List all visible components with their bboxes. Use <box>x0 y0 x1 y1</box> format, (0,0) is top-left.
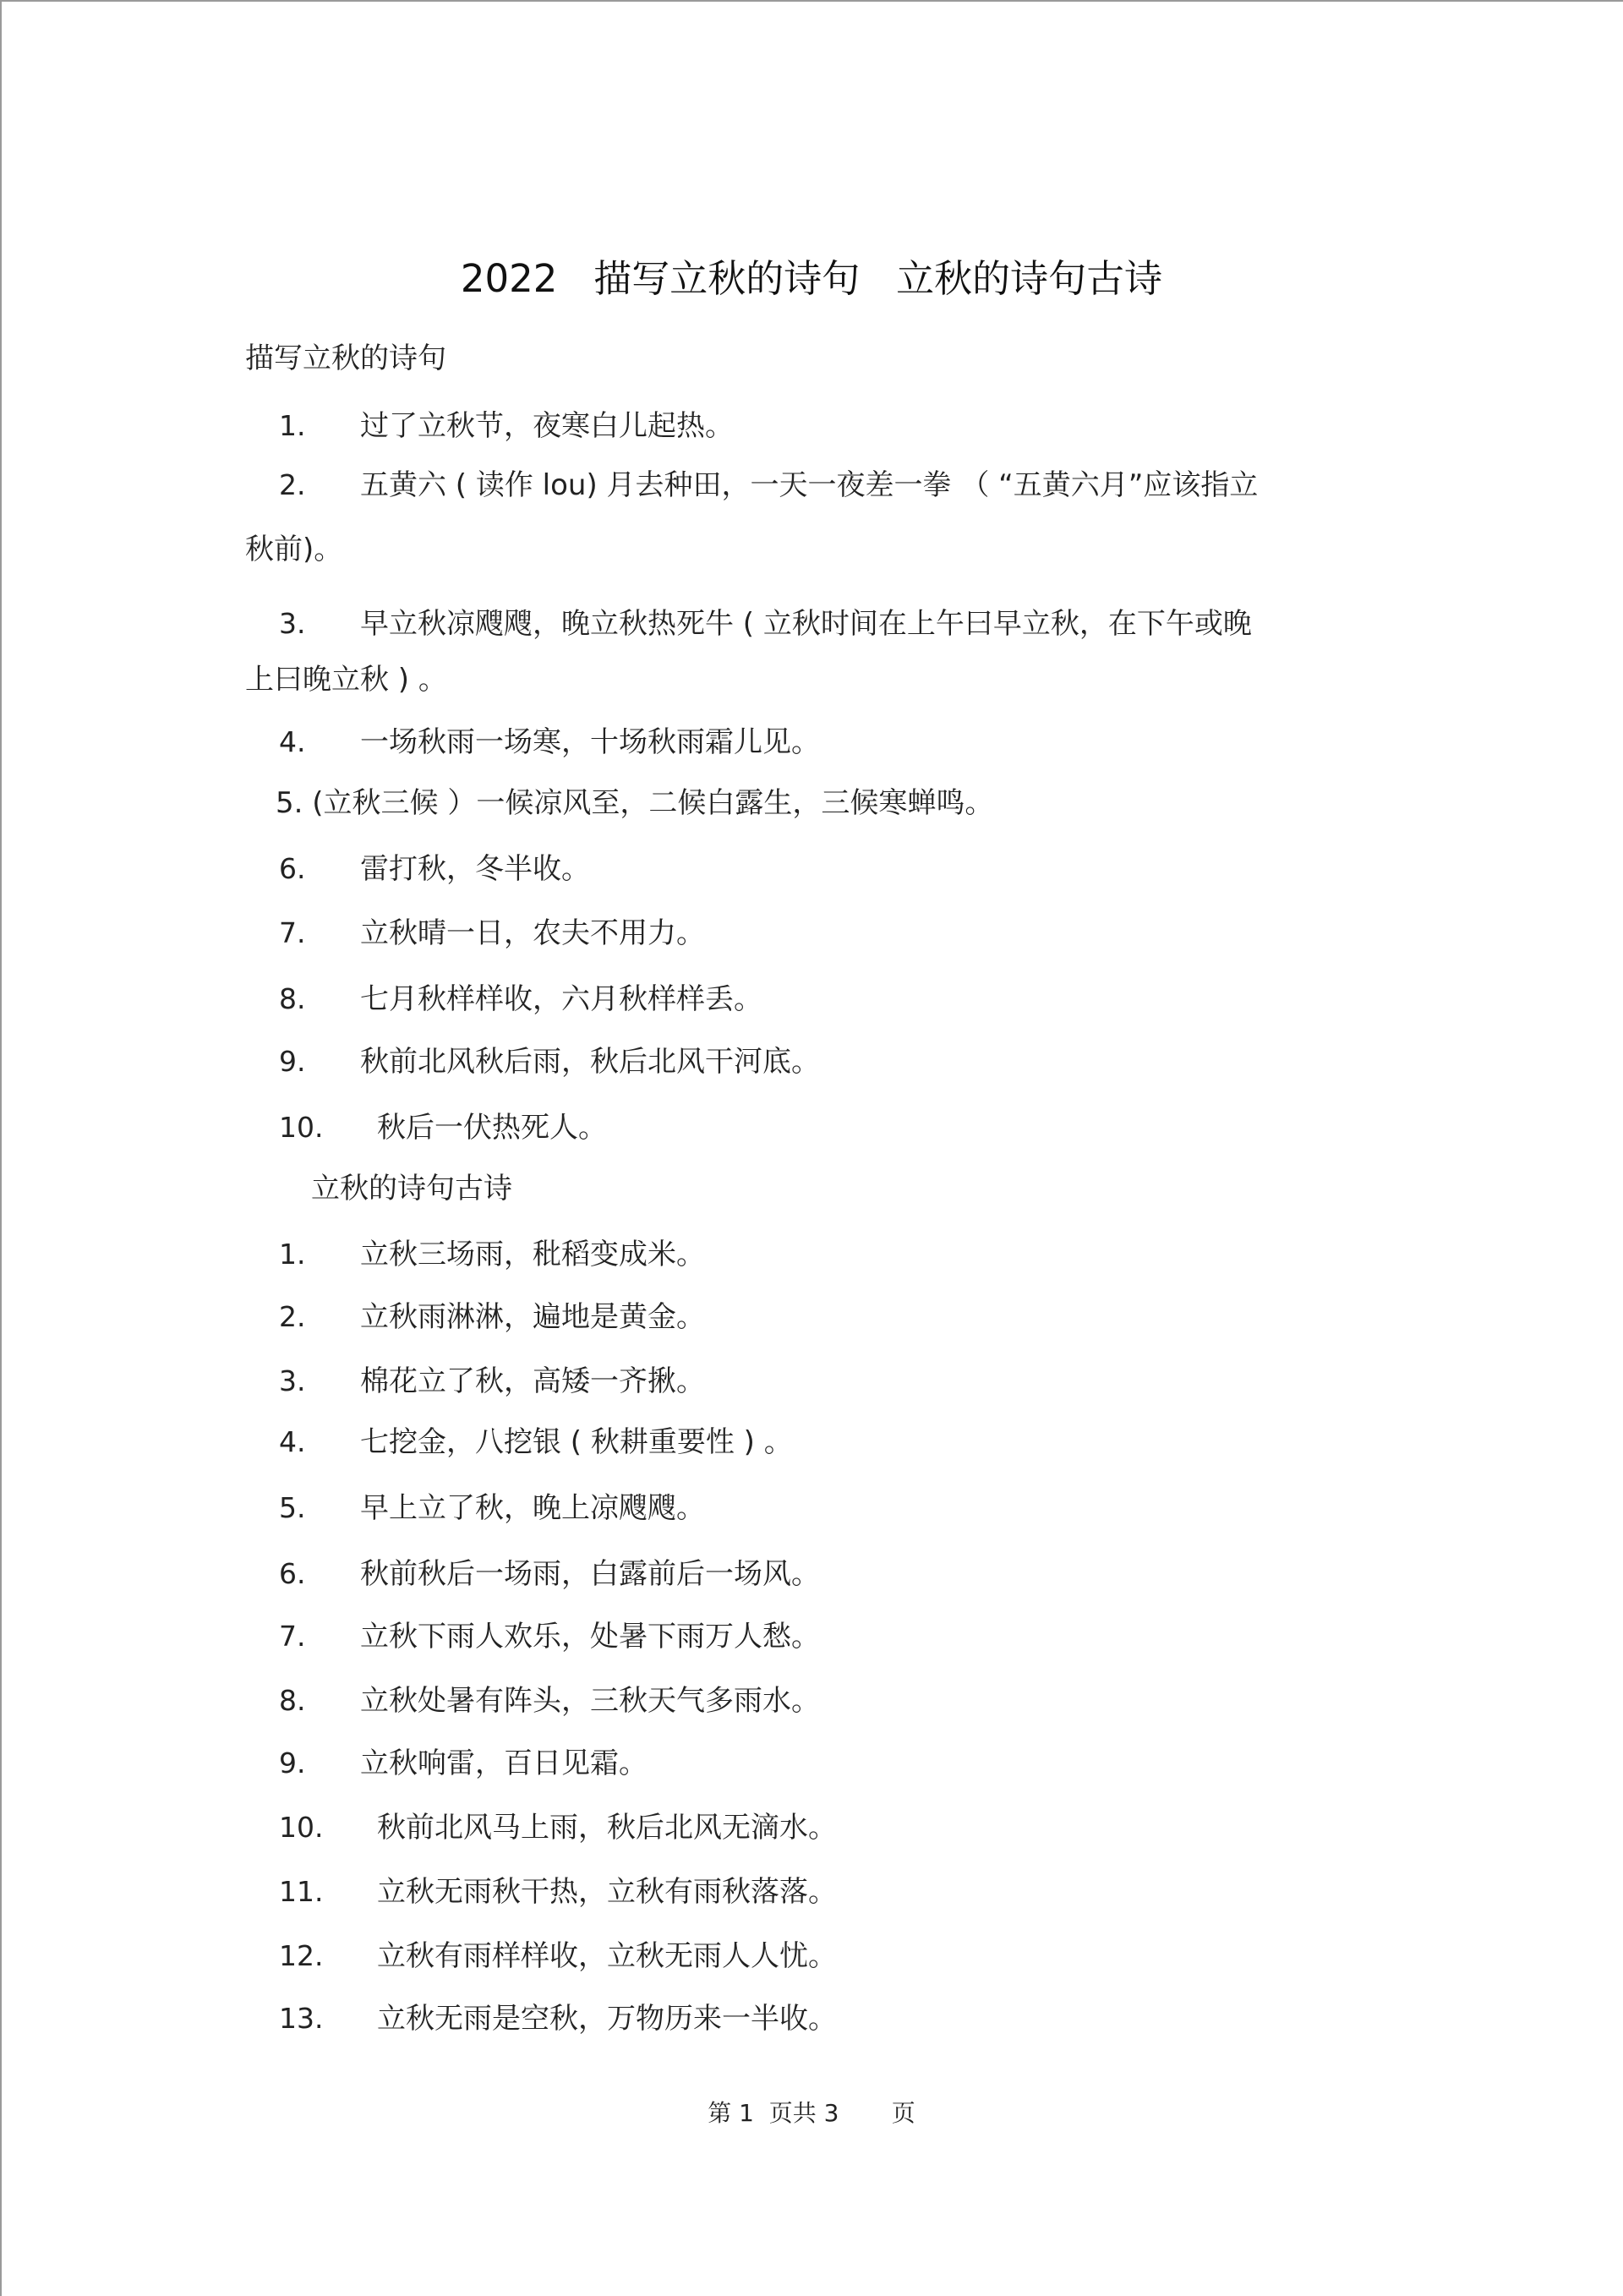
list-item-number: 8. <box>279 1684 306 1717</box>
list-item-text: 早立秋凉飕飕，晚立秋热死牛 ( 立秋时间在上午曰早立秋，在下午或晚 <box>360 607 1252 641</box>
list-item-number: 9. <box>279 1045 306 1078</box>
list-item-number: 2. <box>279 468 306 501</box>
list-item-number: 3. <box>279 607 306 640</box>
list-item-text: 过了立秋节，夜寒白儿起热。 <box>360 409 734 443</box>
list-item-number: 9. <box>279 1747 306 1779</box>
list-item-text: 秋前北风马上雨，秋后北风无滴水。 <box>377 1811 837 1845</box>
list-item-text: 雷打秋，冬半收。 <box>360 852 590 886</box>
list-item-text: 五黄六 ( 读作 lou) 月去种田，一天一夜差一拳 （ “五黄六月”应该指立 <box>360 468 1259 502</box>
list-item-text: 立秋无雨秋干热，立秋有雨秋落落。 <box>377 1875 837 1909</box>
list-item-number: 4. <box>279 1425 306 1458</box>
list-item-number: 7. <box>279 916 306 949</box>
list-item-text: 立秋下雨人欢乐，处暑下雨万人愁。 <box>360 1620 820 1654</box>
list-item-text: 立秋有雨样样收，立秋无雨人人忧。 <box>377 1939 837 1973</box>
list-item-text: 立秋处暑有阵头，三秋天气多雨水。 <box>360 1684 820 1718</box>
list-item-number: 1. <box>279 409 306 442</box>
list-item-number: 13. <box>279 2002 324 2035</box>
list-item-number: 3. <box>279 1364 306 1397</box>
list-item-number: 7. <box>279 1620 306 1653</box>
list-item-text: 早上立了秋，晚上凉飕飕。 <box>360 1491 705 1525</box>
list-item-number: 1. <box>279 1238 306 1271</box>
list-item-number: 6. <box>279 1557 306 1590</box>
list-item-text: 5. (立秋三候 ）一候凉风至，二候白露生，三候寒蝉鸣。 <box>276 786 994 820</box>
list-item-text: 立秋无雨是空秋，万物历来一半收。 <box>377 2002 837 2036</box>
list-item-text: 立秋晴一日，农夫不用力。 <box>360 916 705 950</box>
section-heading-1: 描写立秋的诗句 <box>245 342 446 375</box>
list-item-text: 一场秋雨一场寒，十场秋雨霜儿见。 <box>360 725 820 759</box>
list-item-number: 12. <box>279 1939 324 1972</box>
list-item-number: 4. <box>279 725 306 758</box>
list-item-number: 10. <box>279 1111 324 1144</box>
list-item-text: 立秋三场雨，秕稻变成米。 <box>360 1238 705 1271</box>
list-item-text: 立秋响雷，百日见霜。 <box>360 1747 648 1780</box>
document-title: 2022 描写立秋的诗句 立秋的诗句古诗 <box>460 256 1163 301</box>
list-item-number: 5. <box>279 1491 306 1524</box>
list-item-text: 立秋雨淋淋，遍地是黄金。 <box>360 1300 705 1334</box>
list-item-text: 棉花立了秋，高矮一齐揪。 <box>360 1364 705 1398</box>
list-item-text: 秋前北风秋后雨，秋后北风干河底。 <box>360 1045 820 1079</box>
list-item-text: 七月秋样样收，六月秋样样丢。 <box>360 982 762 1016</box>
list-item-text: 秋后一伏热死人。 <box>377 1111 607 1145</box>
list-item-number: 6. <box>279 852 306 885</box>
page-footer: 第 1 页共 3 页 <box>708 2099 915 2127</box>
list-item-text: 秋前秋后一场雨，白露前后一场风。 <box>360 1557 820 1591</box>
section-heading-2: 立秋的诗句古诗 <box>311 1172 512 1205</box>
list-item-number: 11. <box>279 1875 324 1908</box>
list-item-text: 七挖金，八挖银 ( 秋耕重要性 ) 。 <box>360 1425 793 1459</box>
list-item-number: 10. <box>279 1811 324 1844</box>
list-item-number: 8. <box>279 982 306 1015</box>
list-item-continuation: 上曰晚立秋 ) 。 <box>245 663 447 697</box>
list-item-number: 2. <box>279 1300 306 1333</box>
list-item-continuation: 秋前)。 <box>245 533 343 566</box>
